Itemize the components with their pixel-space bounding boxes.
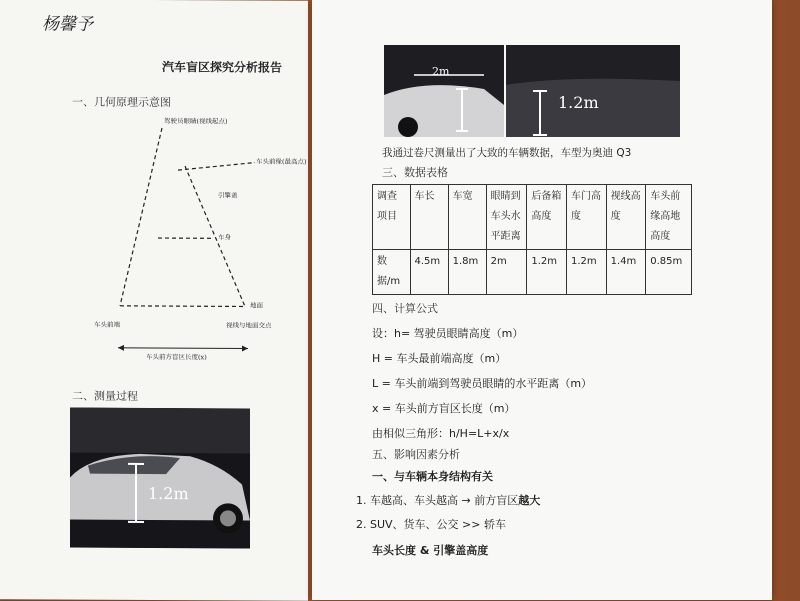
diagram-label-top: 驾驶员眼睛(视线起点) — [164, 116, 228, 125]
table-row — [373, 250, 692, 295]
diagram-label-hood: 车头前缘(最高点) — [256, 157, 307, 166]
diagram-label-engine: 引擎盖 — [218, 190, 238, 199]
table-header-cell: 眼睛到车头水平距离 — [486, 185, 527, 250]
top-photo-left-label: 2m — [432, 65, 449, 78]
measurement-photo — [70, 408, 250, 549]
top-photo-left — [384, 45, 504, 137]
data-table — [372, 184, 692, 295]
table-cell: 4.5m — [410, 250, 448, 295]
section-5-heading: 五、影响因素分析 — [372, 446, 460, 462]
photo-caption: 我通过卷尺测量出了大致的车辆数据，车型为奥迪 Q3 — [382, 145, 631, 160]
factor-heading: 一、与车辆本身结构有关 — [372, 468, 493, 484]
factor-item-3: 车头长度 & 引擎盖高度 — [372, 542, 488, 558]
factor-item-2: 2. SUV、货车、公交 >> 轿车 — [356, 516, 506, 532]
table-cell: 1.8m — [448, 250, 486, 295]
section-4-heading: 四、计算公式 — [372, 300, 438, 316]
factor-item-1-emphasis: 越大 — [518, 494, 540, 507]
report-title: 汽车盲区探究分析报告 — [162, 58, 282, 76]
formula-line: H = 车头最前端高度（m） — [372, 350, 506, 366]
table-header-cell: 车头前缘高地高度 — [646, 185, 692, 250]
formula-line: x = 车头前方盲区长度（m） — [372, 400, 515, 416]
diagram-label-left-bottom: 车头前端 — [94, 320, 120, 329]
diagram-label-ground: 地面 — [250, 301, 263, 310]
car-side-image — [70, 408, 250, 549]
table-header-cell: 车宽 — [448, 185, 486, 250]
table-cell: 1.2m — [566, 250, 606, 295]
right-page — [312, 0, 772, 600]
section-2-heading: 二、测量过程 — [72, 388, 138, 404]
photo-measure-label: 1.2m — [148, 484, 189, 503]
car-interior-image — [506, 45, 680, 137]
left-page — [0, 0, 308, 601]
table-header-row — [373, 185, 692, 250]
table-cell: 1.4m — [606, 250, 646, 295]
table-cell: 2m — [486, 250, 527, 295]
top-photo-right-label: 1.2m — [558, 93, 599, 112]
table-cell: 0.85m — [646, 250, 692, 295]
car-front-image — [384, 45, 504, 137]
factor-item-1 — [356, 492, 540, 508]
formula-line: 设：h= 驾驶员眼睛高度（m） — [372, 325, 523, 341]
factor-item-1-text: 1. 车越高、车头越高 → 前方盲区 — [356, 494, 518, 507]
signature: 杨馨予 — [42, 9, 93, 34]
section-1-heading: 一、几何原理示意图 — [72, 94, 171, 111]
diagram-label-right-bottom: 视线与地面交点 — [226, 320, 272, 329]
top-photo-right — [506, 45, 680, 137]
table-header-cell: 视线高度 — [606, 185, 646, 250]
section-3-heading: 三、数据表格 — [382, 164, 448, 180]
table-header-cell: 调查项目 — [373, 185, 411, 250]
diagram-label-mid: 车身 — [218, 232, 231, 241]
formula-line: 由相似三角形：h/H=L+x/x — [372, 425, 509, 441]
table-header-cell: 车门高度 — [566, 185, 606, 250]
table-cell: 数据/m — [373, 250, 411, 295]
table-header-cell: 车长 — [410, 185, 448, 250]
formula-line: L = 车头前端到驾驶员眼睛的水平距离（m） — [372, 375, 592, 391]
diagram-label-bottom: 车头前方盲区长度(x) — [146, 352, 207, 361]
table-header-cell: 后备箱高度 — [527, 185, 567, 250]
table-cell: 1.2m — [527, 250, 567, 295]
